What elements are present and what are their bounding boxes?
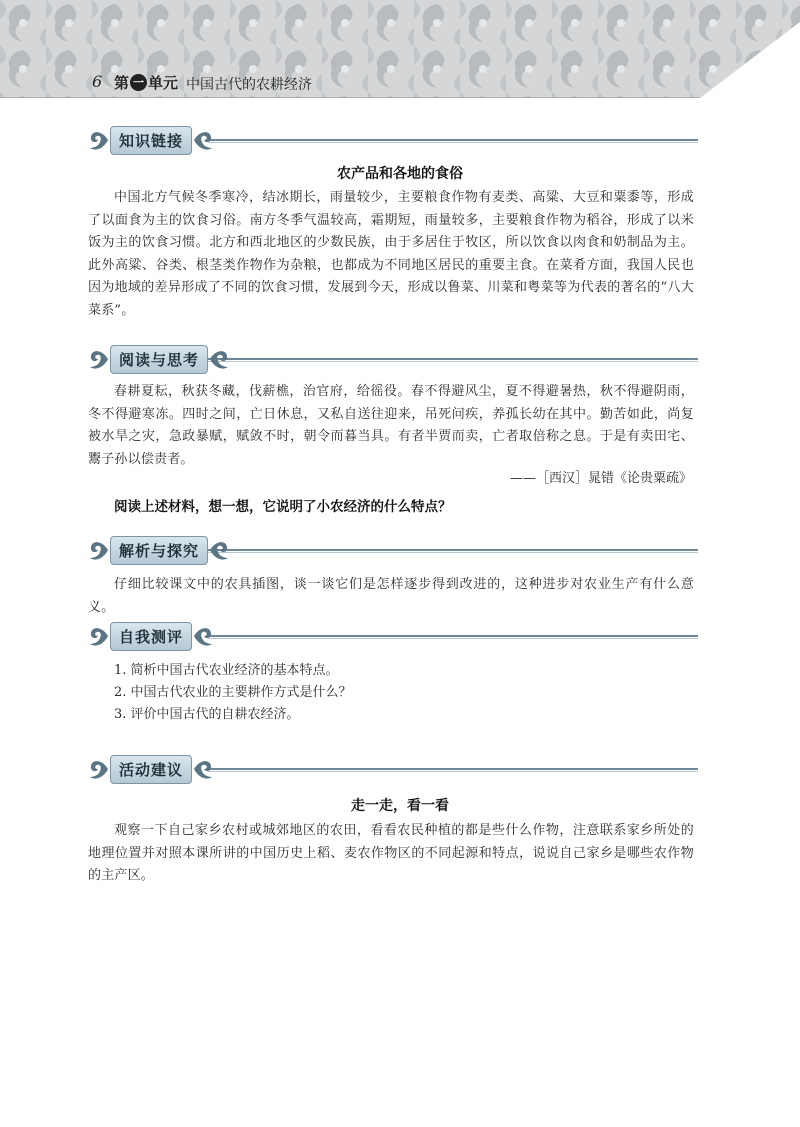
banner	[88, 342, 230, 376]
ornament-right-icon	[208, 345, 230, 373]
divider-line-thin	[208, 552, 698, 553]
banner	[88, 533, 230, 567]
section-knowledge-link	[88, 123, 698, 157]
divider-line-thin	[208, 361, 698, 362]
ornament-right-icon	[208, 536, 230, 564]
section-label: 自我测评	[110, 622, 192, 651]
divider-line	[208, 768, 698, 770]
knowledge-link-body: 中国北方气候冬季寒冷，结冰期长，雨量较少，主要粮食作物有麦类、高粱、大豆和粟黍等，形成了以面食为主的饮食习俗。南方冬季气温较高，霜期短，雨量较多，主要粮食作物为稻谷，形成了以米饭为主的饮食习惯。北方和西北地区的少数民族，由于多居住于牧区，所以饮食以肉食和奶制品为主。此外高粱、谷类、根茎类作物作为杂粮，也都成为不同地区居民的重要主食。在菜肴方面，我国人民也因为地域的差异形成了不同的饮食习惯，发展到今天，形成以鲁菜、川菜和粤菜等为代表的著名的“八大菜系”。	[88, 190, 694, 318]
divider-line	[208, 139, 698, 141]
activity-body: 观察一下自己家乡农村或城郊地区的农田，看看农民种植的都是些什么作物，注意联系家乡所处的地理位置并对照本课所讲的中国历史上稻、麦农作物区的不同起源和特点，说说自己家乡是哪些农作物的主产区。	[88, 823, 694, 884]
section-activity	[88, 752, 698, 786]
banner	[88, 619, 214, 653]
ornament-left-icon	[88, 345, 110, 373]
ornament-left-icon	[88, 536, 110, 564]
knowledge-link-title: 农产品和各地的食俗	[337, 166, 463, 182]
section-label: 知识链接	[110, 126, 192, 155]
ornament-left-icon	[88, 126, 110, 154]
section-self-test	[88, 619, 698, 653]
activity-title: 走一走，看一看	[351, 798, 449, 814]
divider-line-thin	[208, 638, 698, 639]
reading-source: ——［西汉］晁错《论贵粟疏》	[509, 471, 692, 486]
reading-question: 阅读上述材料，想一想，它说明了小农经济的什么特点？	[114, 499, 452, 515]
analysis-body: 仔细比较课文中的农具插图，谈一谈它们是怎样逐步得到改进的，这种进步对农业生产有什么意义。	[88, 577, 694, 615]
ornament-left-icon	[88, 622, 110, 650]
ornament-right-icon	[192, 126, 214, 154]
unit-title: 中国古代的农耕经济	[186, 77, 312, 93]
reading-body: 春耕夏耘，秋获冬藏，伐薪樵，治官府，给徭役。春不得避风尘，夏不得避暑热，秋不得避阴雨，冬不得避寒冻。四时之间，亡日休息，又私自送往迎来，吊死问疾，养孤长幼在其中。勤苦如此，尚复被水旱之灾，急政暴赋，赋敛不时，朝令而暮当具。有者半贾而卖，亡者取倍称之息。于是有卖田宅、鬻子孙以偿责者。	[88, 384, 694, 467]
unit-prefix: 第	[114, 74, 130, 92]
ornament-right-icon	[192, 755, 214, 783]
banner	[88, 752, 214, 786]
page-header	[0, 0, 800, 98]
banner	[88, 123, 214, 157]
list-item: 2. 中国古代农业的主要耕作方式是什么？	[114, 685, 352, 700]
page-number: 6	[92, 72, 103, 91]
unit-badge	[114, 72, 178, 93]
list-item: 1. 简析中国古代农业经济的基本特点。	[114, 663, 339, 678]
list-item: 3. 评价中国古代的自耕农经济。	[114, 707, 300, 722]
self-test-list	[114, 660, 352, 726]
section-label: 活动建议	[110, 755, 192, 784]
ornament-right-icon	[192, 622, 214, 650]
divider-line	[208, 635, 698, 637]
unit-number: 一	[130, 74, 147, 91]
section-reading	[88, 342, 698, 376]
section-analysis	[88, 533, 698, 567]
divider-line-thin	[208, 771, 698, 772]
ornament-left-icon	[88, 755, 110, 783]
divider-line	[208, 358, 698, 360]
section-label: 阅读与思考	[110, 345, 208, 374]
divider-line	[208, 549, 698, 551]
unit-suffix: 单元	[148, 74, 179, 92]
section-label: 解析与探究	[110, 536, 208, 565]
divider-line-thin	[208, 142, 698, 143]
